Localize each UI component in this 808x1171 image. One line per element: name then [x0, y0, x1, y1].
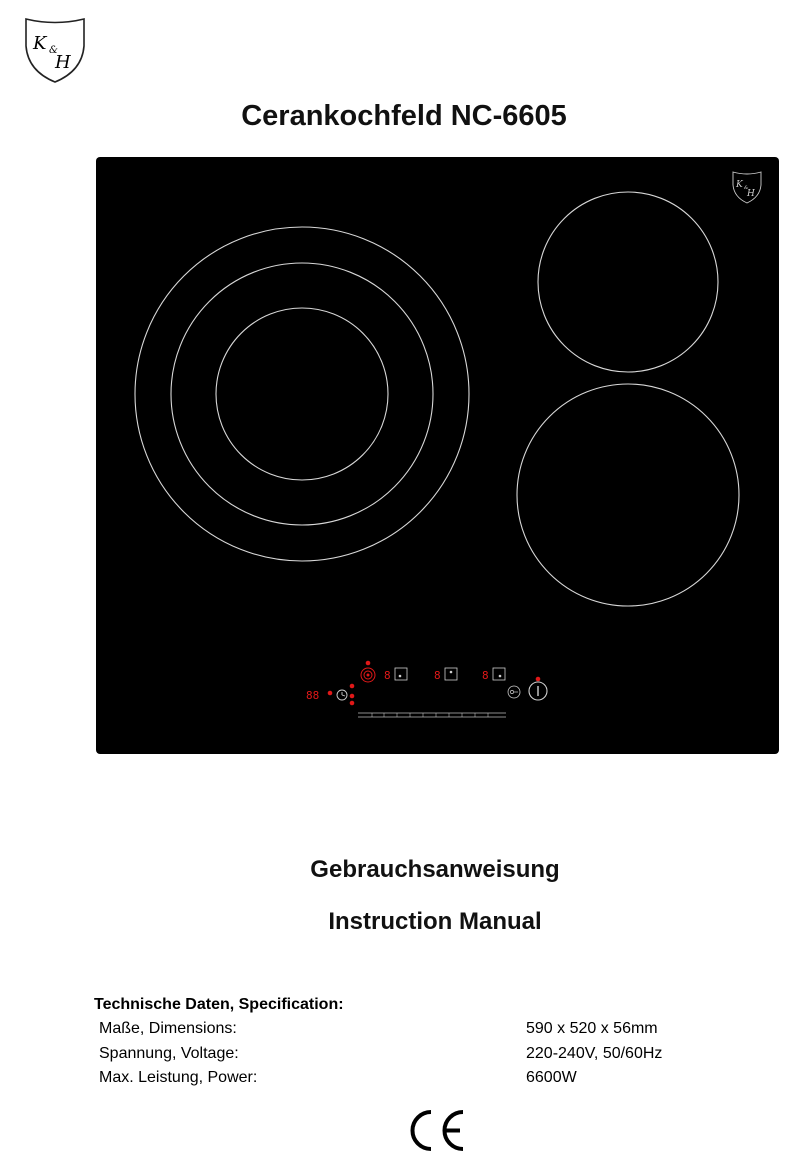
- spec-value: 6600W: [526, 1069, 577, 1086]
- zone-display: 8: [384, 669, 391, 682]
- dual-zone-icon: [361, 668, 375, 682]
- indicator-led: [350, 694, 355, 699]
- spec-label: Maße, Dimensions:: [99, 1020, 237, 1037]
- zone-selector: [445, 668, 457, 680]
- zone-left-inner-ring: [216, 308, 388, 480]
- zone-left-middle-ring: [171, 263, 433, 525]
- page-title: Cerankochfeld NC-6605: [241, 100, 567, 132]
- spec-row: [99, 1069, 577, 1087]
- zone-display: 8: [482, 669, 489, 682]
- spec-row: [99, 1045, 663, 1063]
- zone-display: 8: [434, 669, 441, 682]
- zone-top-right: [538, 192, 718, 372]
- logo-ampersand: &: [49, 45, 58, 56]
- zone-selector: [493, 668, 505, 680]
- subtitle-english: Instruction Manual: [328, 908, 542, 935]
- indicator-led: [536, 677, 541, 682]
- hob-logo: [733, 172, 761, 203]
- brand-logo: [22, 16, 88, 84]
- timer-icon: [337, 690, 347, 700]
- spec-label: Max. Leistung, Power:: [99, 1069, 258, 1086]
- spec-row: [99, 1020, 658, 1038]
- zone-selector: [395, 668, 407, 680]
- control-panel: [306, 661, 547, 717]
- spec-value: 590 x 520 x 56mm: [526, 1020, 658, 1037]
- zone-left-outer-ring: [135, 227, 469, 561]
- subtitle-german: Gebrauchsanweisung: [310, 856, 560, 883]
- ce-mark-icon: [405, 1108, 467, 1153]
- power-icon: [529, 682, 547, 700]
- indicator-led: [328, 691, 333, 696]
- hob-logo-k: K: [736, 180, 743, 190]
- spec-label: Spannung, Voltage:: [99, 1045, 239, 1062]
- lock-icon: [508, 686, 520, 698]
- power-slider: [358, 713, 506, 717]
- spec-value: 220-240V, 50/60Hz: [526, 1045, 663, 1062]
- spec-heading: Technische Daten, Specification:: [94, 996, 344, 1013]
- logo-letter-k: K: [33, 33, 47, 54]
- indicator-led: [350, 701, 355, 706]
- indicator-led: [350, 684, 355, 689]
- indicator-led: [366, 661, 371, 666]
- timer-display: 88: [306, 689, 320, 702]
- zone-bottom-right: [517, 384, 739, 606]
- logo-letter-h: H: [55, 52, 71, 73]
- hob-logo-amp: &: [744, 185, 749, 191]
- cooktop-illustration: [96, 157, 779, 754]
- hob-logo-h: H: [747, 189, 755, 199]
